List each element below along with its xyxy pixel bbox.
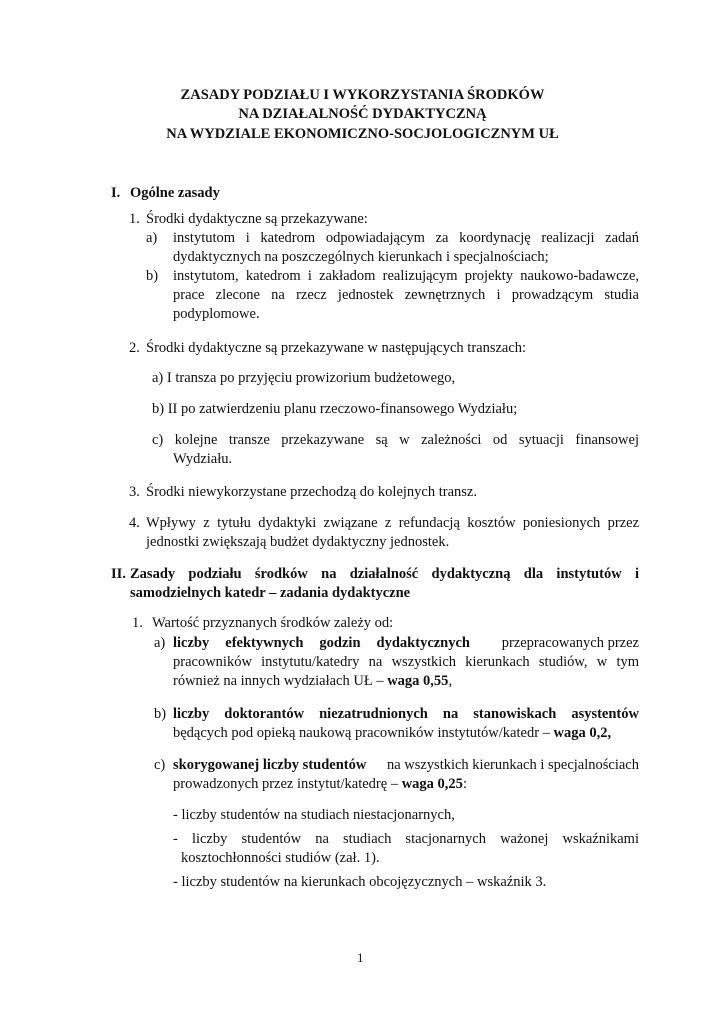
s1-p1-a-line-1: instytutom i katedrom odpowiadającym za koordynację realizacji zadań bbox=[173, 230, 639, 246]
section-2-heading-line-2: samodzielnych katedr – zadania dydaktyczne bbox=[130, 585, 411, 601]
s1-p1-b-line-1: instytutom, katedrom i zakładom realizującym projekty naukowo-badawcze, bbox=[173, 268, 639, 284]
section-1-heading: Ogólne zasady bbox=[130, 185, 220, 201]
s1-p2-number: 2. bbox=[129, 340, 140, 356]
s2-p1-b-bold: liczby doktorantów niezatrudnionych na stanowiskach asystentów bbox=[173, 706, 639, 722]
s2-p1-b-weight: waga 0,2, bbox=[553, 725, 612, 741]
s1-p2-c-line-1: c) kolejne transze przekazywane są w zależności od sytuacji finansowej bbox=[152, 432, 639, 448]
s1-p4-number: 4. bbox=[129, 515, 140, 531]
s2-p1-dash-2-line-2: kosztochłonności studiów (zał. 1). bbox=[181, 850, 380, 866]
title-line-2: NA DZIAŁALNOŚĆ DYDAKTYCZNĄ bbox=[238, 106, 487, 122]
s1-p1-b-marker: b) bbox=[146, 268, 159, 284]
s2-p1-b-marker: b) bbox=[154, 706, 167, 722]
section-2-number: II. bbox=[111, 566, 126, 582]
s2-p1-text: Wartość przyznanych środków zależy od: bbox=[152, 615, 394, 631]
s2-p1-b-line-2 bbox=[173, 724, 611, 743]
s1-p1-a-line-2: dydaktycznych na poszczególnych kierunkach i specjalnościach; bbox=[173, 249, 549, 265]
s2-p1-c-line-2-pre: prowadzonych przez instytut/katedrę – bbox=[173, 776, 402, 792]
s2-p1-c-line-1 bbox=[173, 756, 639, 775]
s2-p1-a-line-2: pracowników instytutu/katedry na wszystkich kierunkach studiów, w tym bbox=[173, 654, 639, 670]
s1-p1-number: 1. bbox=[129, 211, 140, 227]
s1-p3-text: Środki niewykorzystane przechodzą do kolejnych transz. bbox=[146, 484, 477, 500]
s1-p4-line-1: Wpływy z tytułu dydaktyki związane z refundacją kosztów poniesionych przez bbox=[146, 515, 639, 531]
s1-p1-b-line-2: prace zlecone na rzecz jednostek zewnętrznych i prowadzącym studia bbox=[173, 287, 639, 303]
s1-p2-c-line-2: Wydziału. bbox=[173, 451, 233, 467]
s2-p1-c-bold: skorygowanej liczby studentów bbox=[173, 757, 367, 773]
s1-p2-text: Środki dydaktyczne są przekazywane w następujących transzach: bbox=[146, 340, 527, 356]
s2-p1-dash-1: - liczby studentów na studiach niestacjonarnych, bbox=[173, 807, 455, 823]
section-1-number: I. bbox=[111, 185, 121, 201]
s2-p1-a-bold: liczby efektywnych godzin dydaktycznych bbox=[173, 635, 470, 651]
section-2-heading-line-1: Zasady podziału środków na działalność dydaktyczną dla instytutów i bbox=[130, 566, 639, 582]
s2-p1-number: 1. bbox=[132, 615, 143, 631]
s2-p1-a-line-3 bbox=[173, 672, 452, 691]
s2-p1-c-line-2-post: : bbox=[462, 776, 467, 792]
s2-p1-a-rest: przepracowanych przez bbox=[501, 635, 639, 651]
s1-p4-line-2: jednostki zwiększają budżet dydaktyczny jednostek. bbox=[146, 534, 450, 550]
s2-p1-a-weight: waga 0,55 bbox=[387, 673, 449, 689]
s2-p1-c-line-2 bbox=[173, 775, 467, 794]
s1-p2-a: a) I transza po przyjęciu prowizorium budżetowego, bbox=[152, 370, 456, 386]
s1-p3-number: 3. bbox=[129, 484, 140, 500]
s2-p1-a-line-3-post: , bbox=[448, 673, 453, 689]
s2-p1-dash-3: - liczby studentów na kierunkach obcojęzycznych – wskaźnik 3. bbox=[173, 874, 547, 890]
s2-p1-c-marker: c) bbox=[154, 757, 166, 773]
s2-p1-c-weight: waga 0,25 bbox=[401, 776, 463, 792]
s2-p1-dash-2-line-1: - liczby studentów na studiach stacjonarnych ważonej wskaźnikami bbox=[173, 831, 639, 847]
s1-p1-b-line-3: podyplomowe. bbox=[173, 306, 260, 322]
s1-p1-a-marker: a) bbox=[146, 230, 158, 246]
title-line-3: NA WYDZIALE EKONOMICZNO-SOCJOLOGICZNYM UŁ bbox=[166, 126, 559, 142]
page-number: 1 bbox=[357, 950, 364, 965]
s2-p1-a-marker: a) bbox=[154, 635, 166, 651]
s2-p1-a-line-3-pre: również na innych wydziałach UŁ – bbox=[173, 673, 388, 689]
title-line-1: ZASADY PODZIAŁU I WYKORZYSTANIA ŚRODKÓW bbox=[180, 87, 545, 103]
s1-p1-text: Środki dydaktyczne są przekazywane: bbox=[146, 211, 368, 227]
s2-p1-c-rest: na wszystkich kierunkach i specjalnościach bbox=[386, 757, 639, 773]
s2-p1-b-line-2-pre: będących pod opieką naukową pracowników instytutów/katedr – bbox=[173, 725, 554, 741]
s1-p2-b: b) II po zatwierdzeniu planu rzeczowo-finansowego Wydziału; bbox=[152, 401, 518, 417]
